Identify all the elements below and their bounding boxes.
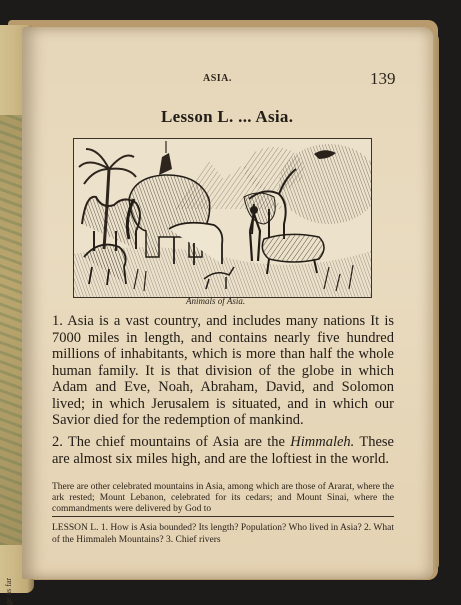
lesson-title: Lesson L. ... Asia. <box>161 107 294 126</box>
himmaleh-term: Himmaleh. <box>290 434 355 450</box>
tiger <box>262 234 324 262</box>
paragraph-2-end: These are almost six miles high, and are the loftiest in the world. <box>52 434 394 467</box>
paragraph-2-start: 2. The chief mountains of Asia are the <box>52 434 291 450</box>
engraving-image <box>74 139 371 297</box>
animals-illustration <box>73 138 372 298</box>
lesson-questions: LESSON L. 1. How is Asia bounded? Its length? Population? Who lived in Asia? 2. What of the Himmaleh Mountains? 3. Chief rivers <box>52 523 394 545</box>
running-head: ASIA. <box>203 73 232 84</box>
paragraph-1: 1. Asia is a vast country, and includes many nations It is 7000 miles in length, and contains nearly five hundred millions of inhabitants, which is more than half the whole human family. It is that division of the globe in which Adam and Eve, Noah, Abraham, David, and Solomon lived; in which Jerusalem is situated, and in which our Savior died for the redemption of mankind. <box>52 313 394 428</box>
left-page-text: ge as far <box>4 577 13 605</box>
page-number: 139 <box>370 69 396 88</box>
divider-rule <box>52 516 394 517</box>
paragraph-2 <box>52 434 394 467</box>
illustration-caption: Animals of Asia. <box>186 296 246 306</box>
small-print-note: There are other celebrated mountains in Asia, among which are those of Ararat, where the ark rested; Mount Lebanon, celebrated for its cedars; and Mount Sinai, where the commandments were delivered by God to <box>52 482 394 514</box>
